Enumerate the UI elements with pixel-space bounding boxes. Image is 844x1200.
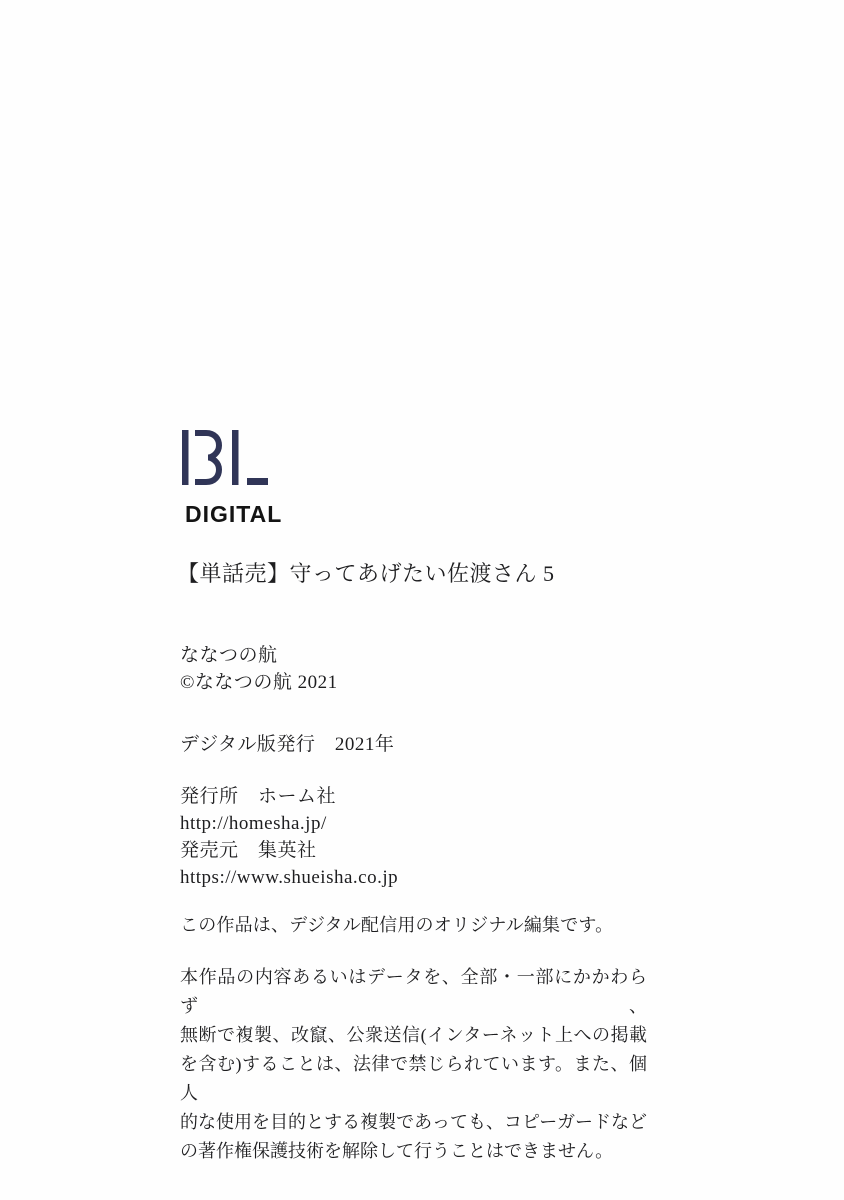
book-title: 【単話売】守ってあげたい佐渡さん 5 — [177, 561, 555, 586]
legal-line: 無断で複製、改竄、公衆送信(インターネット上への掲載 — [180, 1025, 647, 1045]
author-block — [180, 642, 338, 696]
publisher-line: 発行所 ホーム社 — [180, 786, 337, 807]
seller-url: https://www.shueisha.co.jp — [180, 867, 399, 888]
legal-line: の著作権保護技術を解除して行うことはできません。 — [180, 1141, 614, 1161]
logo-wordmark: DIGITAL — [185, 501, 283, 527]
edition-line: デジタル版発行 2021年 — [180, 734, 395, 755]
publisher-block — [180, 783, 398, 891]
digital-edition-note: この作品は、デジタル配信用のオリジナル編集です。 — [180, 915, 614, 935]
legal-line: を含む)することは、法律で禁じられています。また、個人 — [180, 1054, 647, 1103]
legal-line: 的な使用を目的とする複製であっても、コピーガードなど — [180, 1112, 647, 1132]
bl-logo-icon — [182, 430, 268, 485]
copyright-line: ©ななつの航 2021 — [180, 672, 338, 693]
legal-notice — [180, 963, 647, 1166]
bl-digital-logo — [182, 430, 272, 485]
publisher-url: http://homesha.jp/ — [180, 813, 327, 834]
seller-line: 発売元 集英社 — [180, 840, 317, 861]
author-name: ななつの航 — [180, 645, 278, 666]
legal-line: 本作品の内容あるいはデータを、全部・一部にかかわらず、 — [180, 967, 647, 1016]
